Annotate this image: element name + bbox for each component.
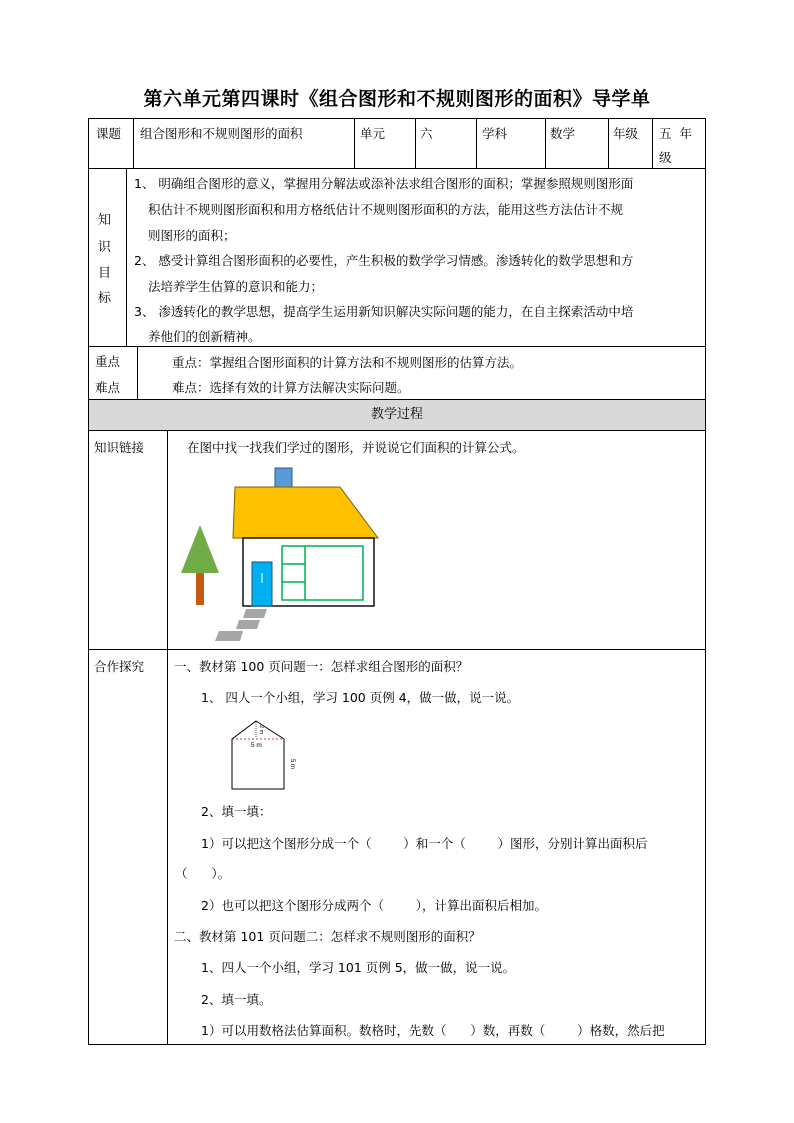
house-illustration xyxy=(175,465,385,645)
pentagon-shape xyxy=(232,721,284,789)
question-2-step-1: 1、四人一个小组，学习 101 页例 5，做一做，说一说。 xyxy=(201,960,516,975)
table-border-top xyxy=(88,118,706,119)
knowledge-link-prompt: 在图中找一找我们学过的图形，并说说它们面积的计算公式。 xyxy=(187,440,525,455)
table-border-left xyxy=(88,118,89,1045)
unit-value: 六 xyxy=(420,126,433,141)
row-sep xyxy=(88,168,706,169)
col-sep xyxy=(476,118,477,168)
question-1-fill-1-cont: （ ）。 xyxy=(175,866,231,881)
composite-figure xyxy=(226,718,306,792)
page-title: 第六单元第四课时《组合图形和不规则图形的面积》导学单 xyxy=(143,88,651,110)
objective-2-cont: 法培养学生估算的意识和能力； xyxy=(148,279,324,294)
question-1-step-1: 1、 四人一个小组，学习 100 页例 4，做一做，说一说。 xyxy=(201,690,520,705)
key-label: 重点 xyxy=(95,354,121,369)
objectives-label-char: 标 xyxy=(98,291,112,306)
col-sep xyxy=(167,430,168,1044)
row-sep xyxy=(88,649,706,650)
process-header: 教学过程 xyxy=(370,407,423,422)
knowledge-link-label: 知识链接 xyxy=(94,440,145,455)
question-2-fill-1: 1）可以用数格法估算面积。数格时，先数（ ）数，再数（ ）格数，然后把 xyxy=(201,1023,665,1038)
question-1-title: 一、教材第 100 页问题一：怎样求组合图形的面积？ xyxy=(174,659,469,674)
col-sep xyxy=(133,118,134,168)
col-sep xyxy=(137,346,138,399)
objectives-label-char: 目 xyxy=(98,266,112,281)
row-sep xyxy=(88,346,706,347)
grade-label: 年级 xyxy=(613,126,639,141)
table-border-bottom xyxy=(88,1044,706,1045)
roof xyxy=(233,487,378,538)
question-1-fill-1: 1）可以把这个图形分成一个（ ）和一个（ ）图形，分别计算出面积后 xyxy=(201,836,648,851)
objective-3-cont: 养他们的创新精神。 xyxy=(148,329,261,344)
figure-label-side: 5 m xyxy=(289,759,295,770)
step xyxy=(243,609,267,618)
window xyxy=(282,546,363,600)
figure-label-mid: 5 m xyxy=(251,742,262,749)
step xyxy=(215,631,243,641)
objective-1-cont: 积估计不规则图形面积和用方格纸估计不规则图形面积的方法，能用这些方法估计不规 xyxy=(148,202,624,217)
subject-label: 学科 xyxy=(482,126,508,141)
col-sep xyxy=(608,118,609,168)
figure-label-top: 2 m xyxy=(258,725,264,735)
difficult-point-text: 难点：选择有效的计算方法解决实际问题。 xyxy=(172,380,410,395)
tree-canopy xyxy=(181,525,219,573)
objectives-label-char: 知 xyxy=(98,213,112,228)
objective-3: 3、 渗透转化的教学思想，提高学生运用新知识解决实际问题的能力，在自主探索活动中培 xyxy=(134,304,634,319)
col-sep xyxy=(126,168,127,346)
grade-value: 五 年 xyxy=(659,126,692,141)
step xyxy=(236,620,260,629)
col-sep xyxy=(354,118,355,168)
question-1-fill-2: 2）也可以把这个图形分成两个（ ），计算出面积后相加。 xyxy=(201,898,547,913)
objective-1: 1、 明确组合图形的意义，掌握用分解法或添补法求组合图形的面积；掌握参照规则图形面 xyxy=(134,176,634,191)
col-sep xyxy=(415,118,416,168)
topic-label: 课题 xyxy=(96,126,122,141)
topic-value: 组合图形和不规则图形的面积 xyxy=(140,126,303,141)
door xyxy=(252,562,272,606)
question-2-step-2: 2、填一填。 xyxy=(201,992,272,1007)
subject-value: 数学 xyxy=(550,126,576,141)
objectives-label-char: 识 xyxy=(98,240,112,255)
table-border-right xyxy=(705,118,706,1045)
tree-trunk xyxy=(196,573,204,605)
objective-1-cont: 则图形的面积； xyxy=(148,228,236,243)
key-point-text: 重点：掌握组合图形面积的计算方法和不规则图形的估算方法。 xyxy=(172,355,523,370)
unit-label: 单元 xyxy=(360,126,386,141)
col-sep xyxy=(545,118,546,168)
col-sep xyxy=(652,118,653,168)
question-1-step-2: 2、填一填： xyxy=(201,804,272,819)
difficult-label: 难点 xyxy=(95,380,121,395)
grade-value-cont: 级 xyxy=(659,150,672,165)
objective-2: 2、 感受计算组合图形面积的必要性，产生积极的数学学习情感。渗透转化的数学思想和方 xyxy=(134,253,634,268)
cooperation-label: 合作探究 xyxy=(94,659,145,674)
question-2-title: 二、教材第 101 页问题二：怎样求不规则图形的面积？ xyxy=(174,929,481,944)
row-sep xyxy=(88,430,706,431)
chimney xyxy=(275,468,292,488)
